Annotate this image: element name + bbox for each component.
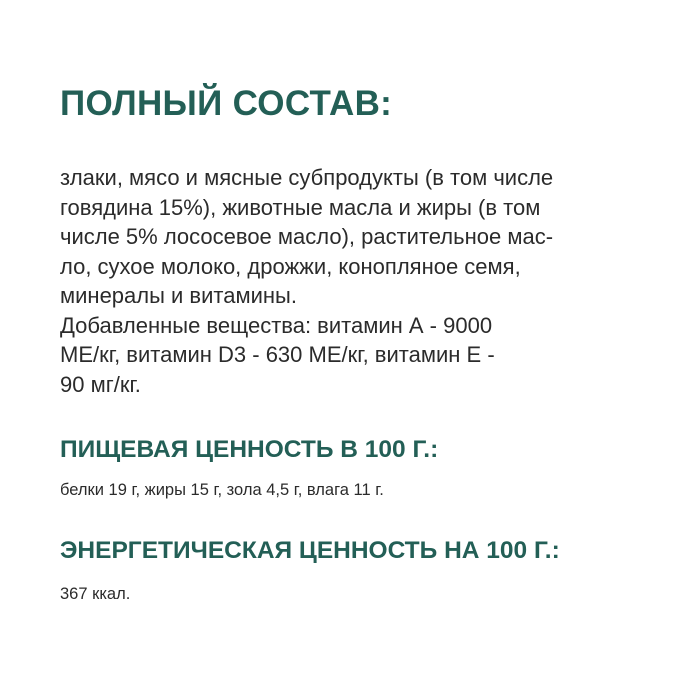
energy-heading: ЭНЕРГЕТИЧЕСКАЯ ЦЕННОСТЬ НА 100 Г.: <box>60 537 560 564</box>
composition-line: говядина 15%), животные масла и жиры (в том <box>60 194 541 220</box>
composition-heading: ПОЛНЫЙ СОСТАВ: <box>60 84 393 123</box>
composition-line: ло, сухое молоко, дрожжи, конопляное семя, <box>60 253 521 279</box>
energy-text: 367 ккал. <box>60 585 131 603</box>
composition-line: Добавленные вещества: витамин А - 9000 <box>60 312 493 338</box>
composition-line: МЕ/кг, витамин D3 - 630 МЕ/кг, витамин Е - <box>60 342 495 367</box>
composition-line: минералы и витамины. <box>60 283 297 308</box>
composition-line: числе 5% лососевое масло), растительное мас- <box>60 224 554 249</box>
nutrition-text: белки 19 г, жиры 15 г, зола 4,5 г, влага 11 г. <box>60 481 384 499</box>
nutrition-heading: ПИЩЕВАЯ ЦЕННОСТЬ В 100 Г.: <box>60 436 439 463</box>
composition-line: 90 мг/кг. <box>60 371 141 397</box>
composition-line: злаки, мясо и мясные субпродукты (в том числе <box>60 165 554 190</box>
composition-text <box>60 163 553 399</box>
